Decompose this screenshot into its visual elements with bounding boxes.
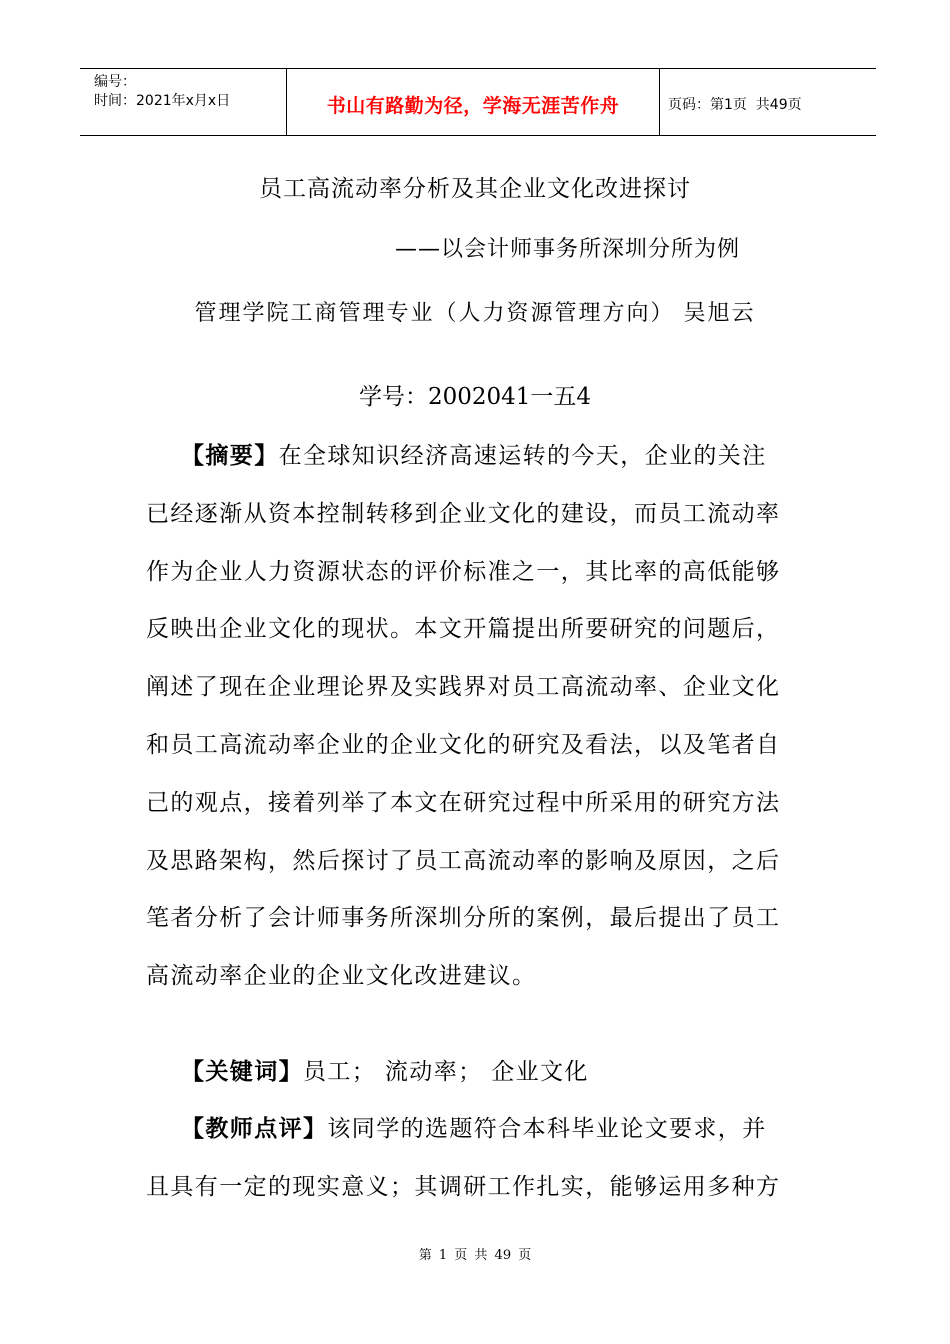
keywords-line [146, 1053, 806, 1111]
teacher-comment-paragraph [146, 1110, 806, 1226]
abstract-line: 己的观点，接着列举了本文在研究过程中所采用的研究方法 [146, 789, 781, 816]
page-footer: 第 1 页 共 49 页 [418, 1248, 532, 1263]
comment-text: 该同学的选题符合本科毕业论文要求，并 [327, 1116, 767, 1142]
abstract-tag: 【摘要】 [181, 443, 279, 469]
document-subtitle: ——以会计师事务所深圳分所为例 [395, 237, 741, 262]
author-line: 管理学院工商管理专业（人力资源管理方向） 吴旭云 [194, 301, 756, 326]
abstract-line: 笔者分析了会计师事务所深圳分所的案例，最后提出了员工 [146, 905, 781, 932]
header-page-cell [660, 69, 876, 135]
motto: 书山有路勤为径，学海无涯苦作舟 [326, 94, 620, 117]
abstract-line [146, 437, 806, 495]
student-id: 学号：2002041一五4 [358, 384, 592, 410]
time-label: 时间：2021年x月x日 [94, 93, 231, 109]
abstract-line: 和员工高流动率企业的企业文化的研究及看法，以及笔者自 [146, 731, 781, 758]
abstract-line: 及思路架构，然后探讨了员工高流动率的影响及原因，之后 [146, 847, 781, 874]
page-header [80, 68, 876, 136]
header-motto-cell [287, 69, 660, 135]
abstract-line: 已经逐渐从资本控制转移到企业文化的建设，而员工流动率 [146, 500, 781, 527]
abstract-line: 作为企业人力资源状态的评价标准之一，其比率的高低能够 [146, 558, 781, 585]
abstract-line: 反映出企业文化的现状。本文开篇提出所要研究的问题后， [146, 616, 781, 643]
comment-line [146, 1110, 806, 1168]
number-label: 编号： [94, 74, 136, 90]
header-meta [80, 69, 287, 135]
document-title: 员工高流动率分析及其企业文化改进探讨 [259, 176, 691, 202]
keywords-paragraph [146, 1053, 806, 1111]
comment-tag: 【教师点评】 [181, 1116, 328, 1142]
page-info: 页码：第1页 共49页 [668, 97, 802, 113]
abstract-paragraph [146, 437, 806, 1015]
keywords-text: 员工； 流动率； 企业文化 [303, 1059, 589, 1085]
abstract-text: 在全球知识经济高速运转的今天，企业的关注 [278, 443, 767, 469]
abstract-line: 高流动率企业的企业文化改进建议。 [146, 963, 537, 990]
abstract-line: 阐述了现在企业理论界及实践界对员工高流动率、企业文化 [146, 674, 781, 701]
keywords-tag: 【关键词】 [181, 1059, 303, 1085]
comment-line: 且具有一定的现实意义；其调研工作扎实，能够运用多种方 [146, 1173, 781, 1200]
